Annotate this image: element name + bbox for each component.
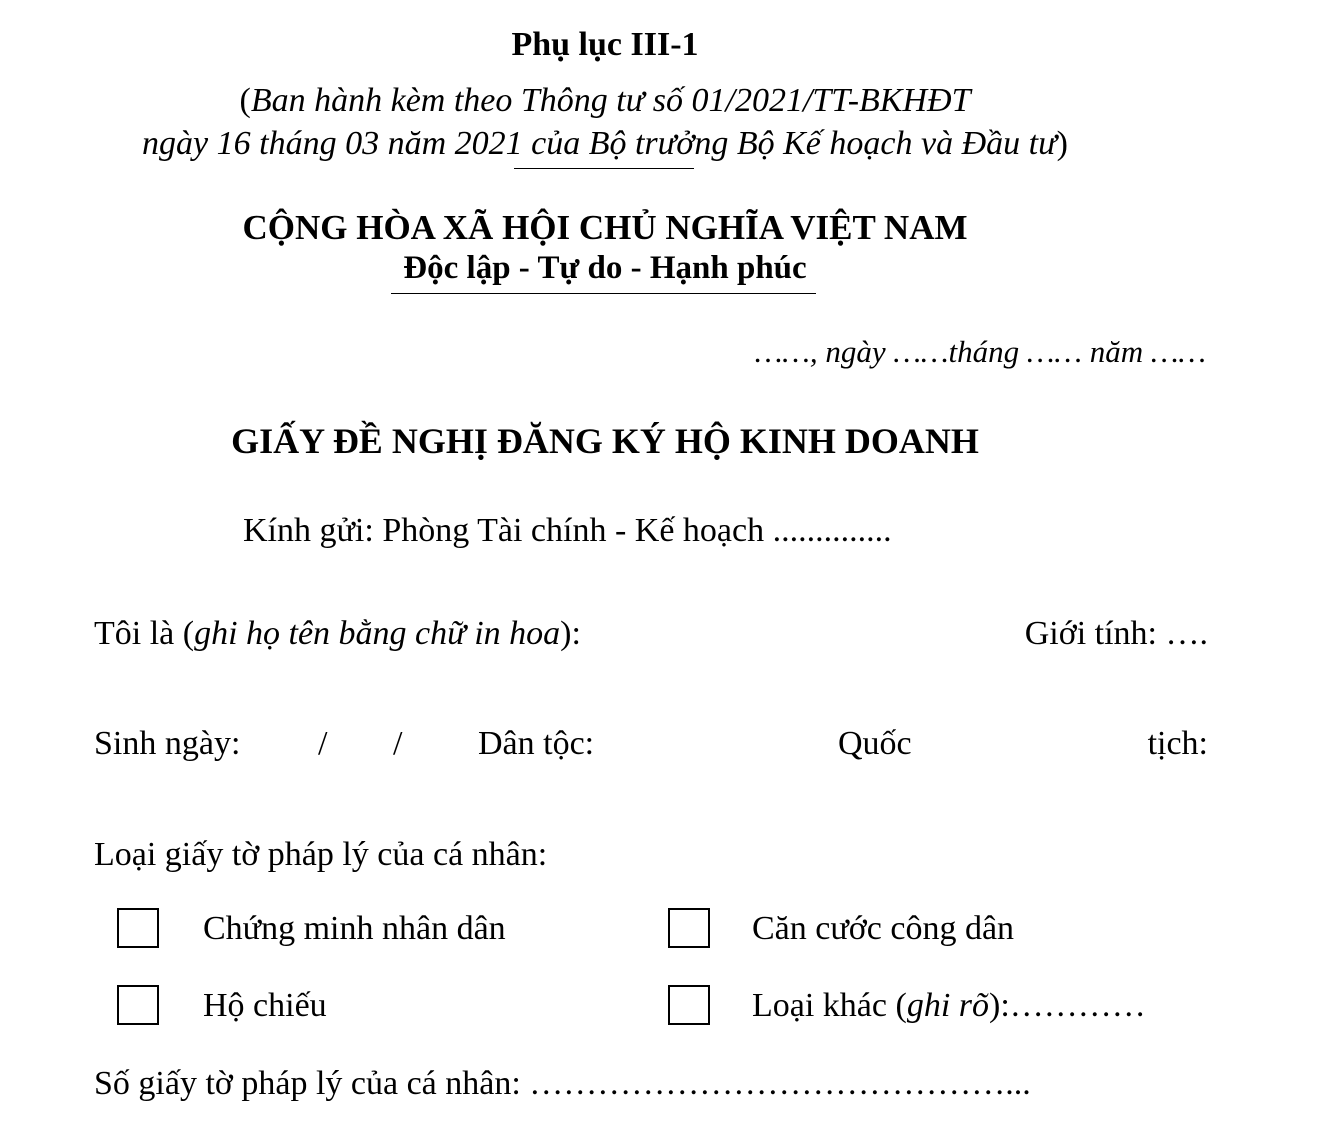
issued-note-line2: ngày 16 tháng 03 năm 2021 của Bộ trưởng Bộ Kế hoạch và Đầu tư) [142,125,1068,162]
issued-note-line1-text: Ban hành kèm theo Thông tư số 01/2021/TT-BKHĐT [250,82,971,119]
issued-note-line2-text: ngày 16 tháng 03 năm 2021 của Bộ trưởng Bộ Kế hoạch và Đầu tư [142,125,1057,162]
full-name-hint: ghi họ tên bằng chữ in hoa [194,615,561,652]
form-title: GIẤY ĐỀ NGHỊ ĐĂNG KÝ HỘ KINH DOANH [231,421,979,461]
issued-note-divider [514,168,694,169]
motto-underline [391,293,816,294]
citizen-card-checkbox[interactable] [668,908,710,948]
recipient-line: Kính gửi: Phòng Tài chính - Kế hoạch .............. [243,512,892,549]
date-line: ……, ngày ……tháng …… năm …… [754,334,1206,369]
dob-label: Sinh ngày: [94,725,241,762]
ethnicity-label: Dân tộc: [478,725,595,762]
dob-separator-2: / [393,725,403,762]
other-id-prefix: Loại khác ( [752,987,907,1024]
other-id-option-label [752,987,1146,1025]
passport-option-label: Hộ chiếu [203,987,327,1024]
id-number-label: Số giấy tờ pháp lý của cá nhân: ……………………………………... [94,1065,1031,1102]
issued-note-line1: (Ban hành kèm theo Thông tư số 01/2021/TT-BKHĐT [239,82,971,119]
dob-separator-1: / [318,725,328,762]
other-id-checkbox[interactable] [668,985,710,1025]
full-name-label-prefix: Tôi là ( [94,615,195,652]
passport-checkbox[interactable] [117,985,159,1025]
other-id-hint: ghi rõ [906,987,989,1024]
nationality-label-part2: tịch: [1147,725,1208,762]
citizen-card-option-label: Căn cước công dân [752,910,1015,947]
id-type-label: Loại giấy tờ pháp lý của cá nhân: [94,836,548,873]
id-card-checkbox[interactable] [117,908,159,948]
other-id-suffix: ):………… [989,987,1146,1024]
nation-name: CỘNG HÒA XÃ HỘI CHỦ NGHĨA VIỆT NAM [242,208,968,247]
appendix-title: Phụ lục III-1 [511,26,699,63]
full-name-label [94,615,581,653]
full-name-label-suffix: ): [560,615,581,652]
national-motto: Độc lập - Tự do - Hạnh phúc [403,250,807,286]
gender-label: Giới tính: …. [1024,615,1208,652]
id-card-option-label: Chứng minh nhân dân [203,910,506,947]
nationality-label-part1: Quốc [838,725,912,762]
